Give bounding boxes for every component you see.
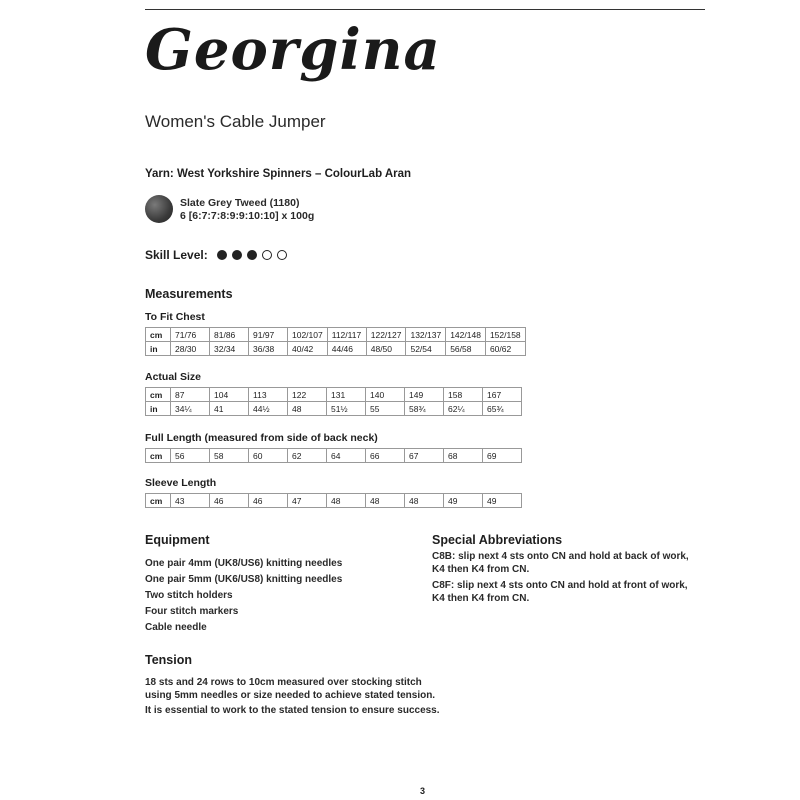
value-cell: 152/158: [485, 328, 525, 342]
skill-dot-empty-icon: [262, 250, 272, 260]
value-cell: 43: [171, 494, 210, 508]
abbreviation-c8f: C8F: slip next 4 sts onto CN and hold at front of work, K4 then K4 from CN.: [432, 580, 688, 604]
yarn-label: Yarn: West Yorkshire Spinners – ColourLab Aran: [145, 168, 412, 180]
value-cell: 60/62: [485, 342, 525, 356]
skill-dot-filled-icon: [232, 250, 242, 260]
table-row: [146, 328, 526, 342]
value-cell: 113: [249, 388, 288, 402]
tension-paragraph: It is essential to work to the stated tension to ensure success.: [145, 705, 440, 716]
unit-cell: cm: [146, 388, 171, 402]
value-cell: 122/127: [366, 328, 406, 342]
value-cell: 58¾: [405, 402, 444, 416]
actual-size-label: Actual Size: [145, 371, 202, 383]
value-cell: 69: [483, 449, 522, 463]
value-cell: 140: [366, 388, 405, 402]
unit-cell: in: [146, 342, 171, 356]
skill-dot-filled-icon: [217, 250, 227, 260]
value-cell: 41: [210, 402, 249, 416]
equipment-heading: Equipment: [145, 533, 210, 547]
equipment-item: Four stitch markers: [145, 606, 239, 617]
value-cell: 91/97: [249, 328, 288, 342]
value-cell: 65¾: [483, 402, 522, 416]
tension-text: [145, 676, 445, 719]
value-cell: 44½: [249, 402, 288, 416]
value-cell: 71/76: [171, 328, 210, 342]
sleeve-length-label: Sleeve Length: [145, 477, 217, 489]
yarn-details: [180, 197, 314, 223]
full-length-table: [145, 448, 522, 463]
value-cell: 149: [405, 388, 444, 402]
skill-dot-empty-icon: [277, 250, 287, 260]
value-cell: 48: [366, 494, 405, 508]
value-cell: 102/107: [288, 328, 328, 342]
tension-heading: Tension: [145, 653, 192, 667]
pattern-title: Georgina: [145, 17, 441, 83]
value-cell: 48: [405, 494, 444, 508]
value-cell: 131: [327, 388, 366, 402]
unit-cell: in: [146, 402, 171, 416]
to-fit-chest-label: To Fit Chest: [145, 311, 205, 323]
value-cell: 46: [249, 494, 288, 508]
unit-cell: cm: [146, 494, 171, 508]
value-cell: 87: [171, 388, 210, 402]
value-cell: 58: [210, 449, 249, 463]
value-cell: 62: [288, 449, 327, 463]
value-cell: 67: [405, 449, 444, 463]
value-cell: 49: [444, 494, 483, 508]
value-cell: 49: [483, 494, 522, 508]
value-cell: 60: [249, 449, 288, 463]
value-cell: 66: [366, 449, 405, 463]
page-number: 3: [420, 786, 426, 796]
actual-size-table: [145, 387, 522, 416]
value-cell: 47: [288, 494, 327, 508]
top-rule: [145, 9, 705, 10]
value-cell: 48/50: [366, 342, 406, 356]
full-length-label: Full Length (measured from side of back neck): [145, 432, 378, 444]
value-cell: 104: [210, 388, 249, 402]
value-cell: 34¼: [171, 402, 210, 416]
value-cell: 36/38: [249, 342, 288, 356]
table-row: [146, 494, 522, 508]
value-cell: 167: [483, 388, 522, 402]
table-row: [146, 449, 522, 463]
value-cell: 28/30: [171, 342, 210, 356]
value-cell: 40/42: [288, 342, 328, 356]
value-cell: 46: [210, 494, 249, 508]
yarn-shade: Slate Grey Tweed (1180): [180, 197, 300, 209]
value-cell: 48: [288, 402, 327, 416]
value-cell: 142/148: [446, 328, 486, 342]
value-cell: 122: [288, 388, 327, 402]
value-cell: 44/46: [327, 342, 366, 356]
table-row: [146, 402, 522, 416]
unit-cell: cm: [146, 449, 171, 463]
value-cell: 68: [444, 449, 483, 463]
value-cell: 112/117: [327, 328, 366, 342]
value-cell: 48: [327, 494, 366, 508]
value-cell: 132/137: [406, 328, 446, 342]
value-cell: 62¼: [444, 402, 483, 416]
table-row: [146, 388, 522, 402]
skill-level-label: Skill Level:: [145, 248, 208, 262]
value-cell: 81/86: [210, 328, 249, 342]
equipment-item: One pair 5mm (UK6/US8) knitting needles: [145, 574, 343, 585]
yarn-quantity: 6 [6:7:7:8:9:9:10:10] x 100g: [180, 210, 315, 222]
special-abbreviations-list: [432, 550, 692, 608]
skill-dot-filled-icon: [247, 250, 257, 260]
special-abbreviations-heading: Special Abbreviations: [432, 533, 563, 547]
value-cell: 51½: [327, 402, 366, 416]
measurements-heading: Measurements: [145, 287, 233, 301]
table-row: [146, 342, 526, 356]
to-fit-chest-table: [145, 327, 526, 356]
abbreviation-c8b: C8B: slip next 4 sts onto CN and hold at back of work, K4 then K4 from CN.: [432, 551, 689, 575]
value-cell: 56: [171, 449, 210, 463]
value-cell: 56/58: [446, 342, 486, 356]
value-cell: 64: [327, 449, 366, 463]
equipment-item: Cable needle: [145, 622, 207, 633]
skill-level: [145, 248, 287, 262]
value-cell: 52/54: [406, 342, 446, 356]
value-cell: 32/34: [210, 342, 249, 356]
value-cell: 55: [366, 402, 405, 416]
skill-dots: [212, 250, 287, 260]
value-cell: 158: [444, 388, 483, 402]
sleeve-length-table: [145, 493, 522, 508]
equipment-list: [145, 556, 342, 636]
yarn-swatch: [145, 195, 173, 223]
equipment-item: One pair 4mm (UK8/US6) knitting needles: [145, 558, 343, 569]
tension-paragraph: 18 sts and 24 rows to 10cm measured over stocking stitch using 5mm needles or size needed to achieve stated tension.: [145, 677, 436, 701]
unit-cell: cm: [146, 328, 171, 342]
equipment-item: Two stitch holders: [145, 590, 233, 601]
pattern-subtitle: Women's Cable Jumper: [145, 112, 326, 131]
